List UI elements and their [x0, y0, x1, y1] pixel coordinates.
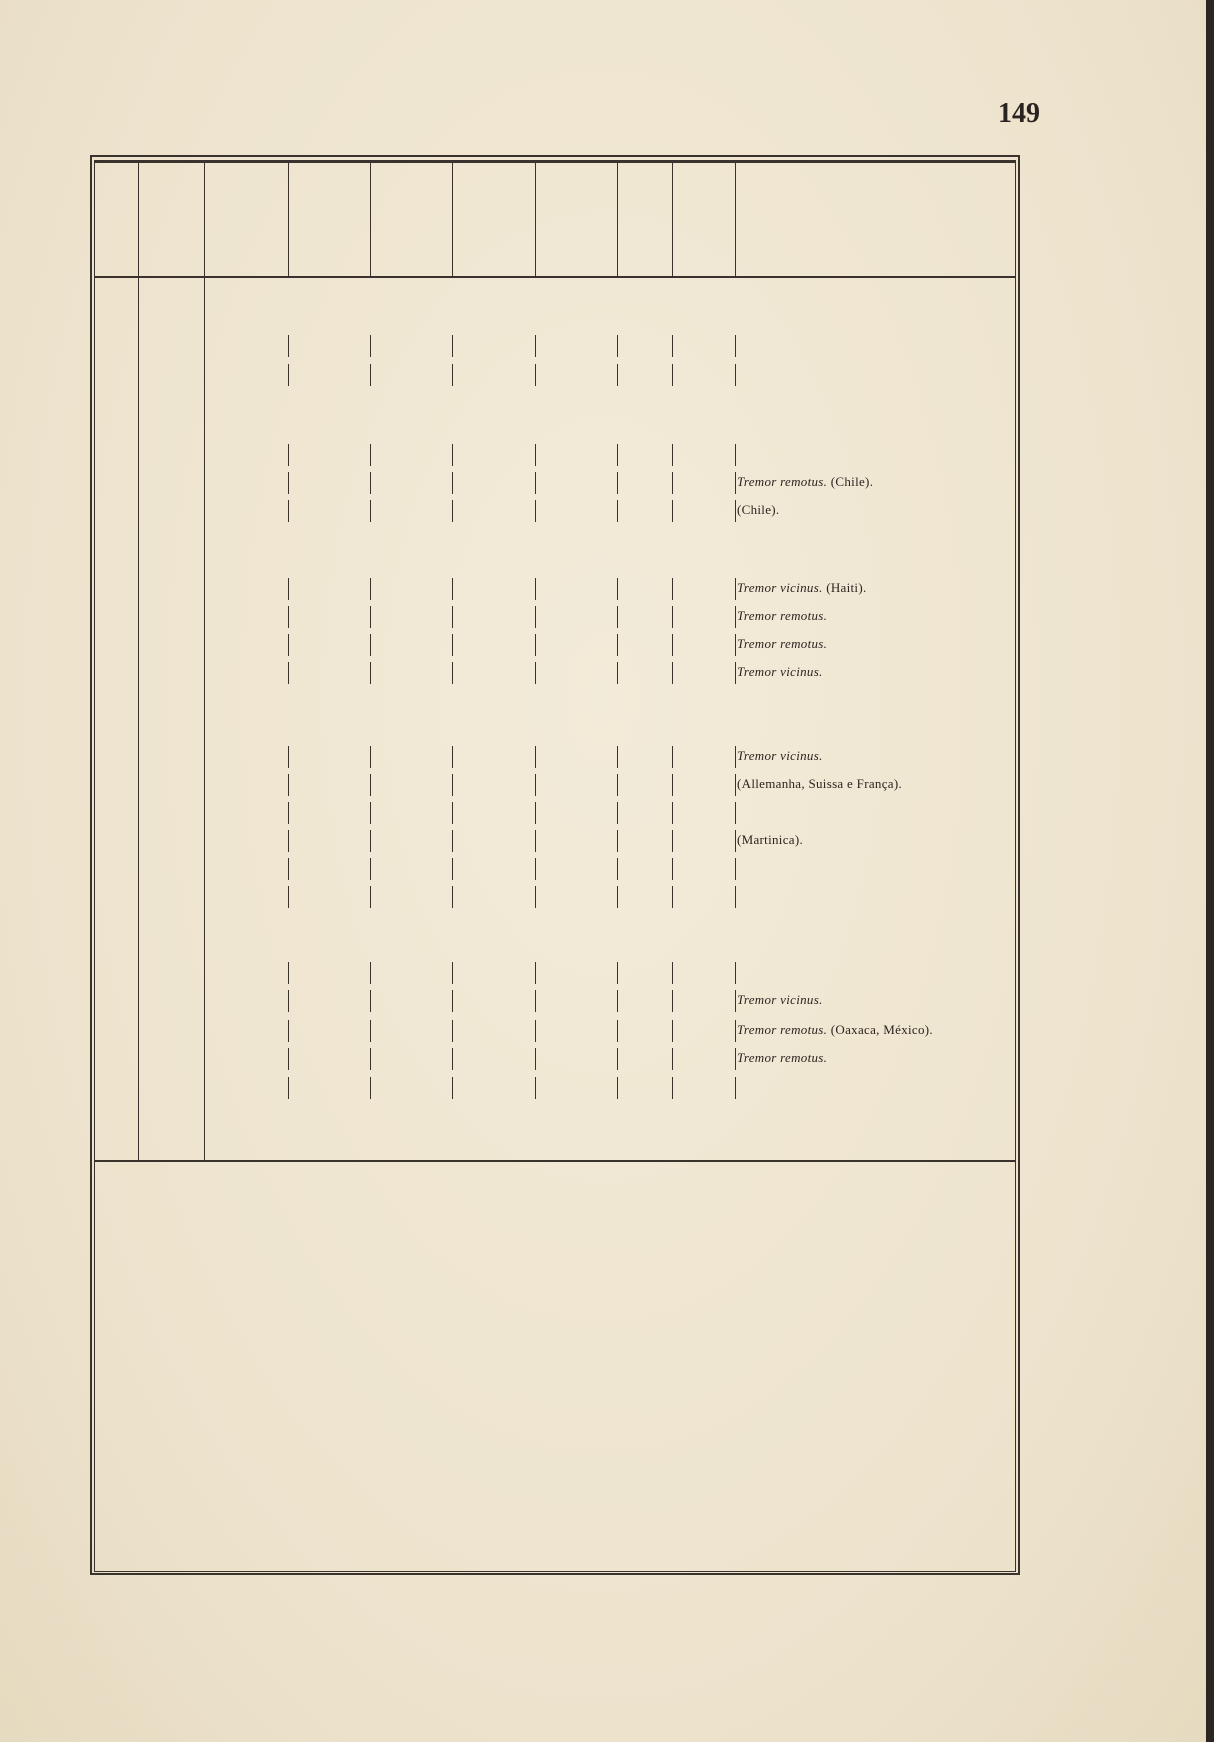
- note-location: (Chile).: [737, 502, 780, 517]
- note-classification: Tremor remotus.: [737, 1022, 828, 1037]
- cell-rule: [370, 858, 371, 880]
- cell-rule: [672, 990, 673, 1012]
- header-col-rule: [204, 160, 205, 276]
- cell-rule: [672, 500, 673, 522]
- cell-rule: [735, 335, 736, 357]
- cell-rule: [617, 830, 618, 852]
- cell-rule: [452, 578, 453, 600]
- cell-rule: [535, 830, 536, 852]
- cell-rule: [370, 962, 371, 984]
- cell-rule: [735, 802, 736, 824]
- cell-rule: [735, 500, 736, 522]
- cell-rule: [672, 746, 673, 768]
- cell-rule: [672, 886, 673, 908]
- cell-rule: [672, 962, 673, 984]
- cell-rule: [617, 962, 618, 984]
- cell-rule: [370, 472, 371, 494]
- note-classification: Tremor vicinus.: [737, 580, 823, 595]
- cell-rule: [535, 774, 536, 796]
- cell-rule: [672, 472, 673, 494]
- cell-rule: [535, 606, 536, 628]
- header-col-rule: [452, 160, 453, 276]
- notes-cell: [737, 776, 902, 792]
- note-location: (Martinica).: [737, 832, 804, 847]
- cell-rule: [735, 774, 736, 796]
- note-classification: Tremor vicinus.: [737, 664, 823, 679]
- header-col-rule: [672, 160, 673, 276]
- cell-rule: [288, 444, 289, 466]
- cell-rule: [452, 746, 453, 768]
- cell-rule: [672, 802, 673, 824]
- cell-rule: [617, 662, 618, 684]
- cell-rule: [617, 578, 618, 600]
- cell-rule: [288, 662, 289, 684]
- cell-rule: [735, 1020, 736, 1042]
- cell-rule: [672, 858, 673, 880]
- cell-rule: [288, 858, 289, 880]
- cell-rule: [288, 335, 289, 357]
- cell-rule: [672, 830, 673, 852]
- cell-rule: [288, 886, 289, 908]
- cell-rule: [672, 1048, 673, 1070]
- cell-rule: [535, 364, 536, 386]
- cell-rule: [288, 1020, 289, 1042]
- cell-rule: [535, 578, 536, 600]
- cell-rule: [370, 886, 371, 908]
- cell-rule: [452, 500, 453, 522]
- cell-rule: [288, 830, 289, 852]
- notes-cell: [737, 748, 823, 764]
- cell-rule: [535, 472, 536, 494]
- cell-rule: [452, 1020, 453, 1042]
- cell-rule: [288, 606, 289, 628]
- cell-rule: [535, 634, 536, 656]
- cell-rule: [370, 774, 371, 796]
- cell-rule: [288, 1048, 289, 1070]
- cell-rule: [735, 662, 736, 684]
- cell-rule: [672, 578, 673, 600]
- cell-rule: [535, 1077, 536, 1099]
- cell-rule: [288, 578, 289, 600]
- cell-rule: [452, 802, 453, 824]
- cell-rule: [288, 802, 289, 824]
- cell-rule: [452, 962, 453, 984]
- cell-rule: [735, 830, 736, 852]
- cell-rule: [735, 1077, 736, 1099]
- cell-rule: [535, 746, 536, 768]
- cell-rule: [370, 578, 371, 600]
- cell-rule: [672, 662, 673, 684]
- cell-rule: [617, 634, 618, 656]
- note-location: (Allemanha, Suissa e França).: [737, 776, 903, 791]
- cell-rule: [288, 990, 289, 1012]
- header-col-rule: [370, 160, 371, 276]
- cell-rule: [617, 886, 618, 908]
- cell-rule: [452, 472, 453, 494]
- note-classification: Tremor remotus.: [737, 608, 828, 623]
- cell-rule: [535, 1020, 536, 1042]
- cell-rule: [535, 662, 536, 684]
- cell-rule: [617, 1048, 618, 1070]
- cell-rule: [535, 962, 536, 984]
- cell-rule: [452, 634, 453, 656]
- cell-rule: [370, 746, 371, 768]
- cell-rule: [535, 1048, 536, 1070]
- cell-rule: [617, 500, 618, 522]
- cell-rule: [617, 1020, 618, 1042]
- cell-rule: [370, 1048, 371, 1070]
- cell-rule: [735, 886, 736, 908]
- cell-rule: [452, 364, 453, 386]
- cell-rule: [452, 858, 453, 880]
- cell-rule: [617, 335, 618, 357]
- cell-rule: [452, 774, 453, 796]
- cell-rule: [617, 606, 618, 628]
- cell-rule: [535, 802, 536, 824]
- cell-rule: [672, 1020, 673, 1042]
- cell-rule: [617, 444, 618, 466]
- cell-rule: [617, 472, 618, 494]
- table-bottom-rule: [94, 1160, 1016, 1162]
- cell-rule: [452, 990, 453, 1012]
- cell-rule: [735, 578, 736, 600]
- col-rule-n: [138, 160, 139, 1160]
- cell-rule: [370, 364, 371, 386]
- cell-rule: [452, 335, 453, 357]
- cell-rule: [735, 990, 736, 1012]
- cell-rule: [288, 634, 289, 656]
- col-rule-data: [204, 160, 205, 1160]
- cell-rule: [452, 662, 453, 684]
- notes-cell: [737, 992, 823, 1008]
- notes-cell: [737, 636, 827, 652]
- cell-rule: [370, 634, 371, 656]
- cell-rule: [617, 774, 618, 796]
- cell-rule: [617, 858, 618, 880]
- note-location: (Oaxaca, México).: [827, 1022, 933, 1037]
- cell-rule: [735, 962, 736, 984]
- cell-rule: [452, 1077, 453, 1099]
- cell-rule: [370, 1020, 371, 1042]
- cell-rule: [452, 606, 453, 628]
- cell-rule: [370, 662, 371, 684]
- note-classification: Tremor remotus.: [737, 1050, 828, 1065]
- cell-rule: [288, 500, 289, 522]
- notes-cell: [737, 664, 823, 680]
- cell-rule: [535, 335, 536, 357]
- note-classification: Tremor remotus.: [737, 474, 828, 489]
- notes-cell: [737, 502, 779, 518]
- cell-rule: [672, 1077, 673, 1099]
- notes-cell: [737, 608, 827, 624]
- cell-rule: [288, 774, 289, 796]
- notes-cell: [737, 832, 803, 848]
- cell-rule: [535, 886, 536, 908]
- note-classification: Tremor remotus.: [737, 636, 828, 651]
- cell-rule: [617, 746, 618, 768]
- cell-rule: [617, 364, 618, 386]
- cell-rule: [370, 990, 371, 1012]
- cell-rule: [735, 606, 736, 628]
- cell-rule: [617, 990, 618, 1012]
- note-classification: Tremor vicinus.: [737, 748, 823, 763]
- cell-rule: [617, 1077, 618, 1099]
- table-inner-frame: [94, 160, 1016, 1572]
- cell-rule: [370, 500, 371, 522]
- cell-rule: [288, 1077, 289, 1099]
- cell-rule: [370, 802, 371, 824]
- cell-rule: [370, 1077, 371, 1099]
- cell-rule: [672, 444, 673, 466]
- header-col-rule: [535, 160, 536, 276]
- cell-rule: [735, 858, 736, 880]
- cell-rule: [452, 830, 453, 852]
- header-col-rule: [288, 160, 289, 276]
- cell-rule: [288, 364, 289, 386]
- cell-rule: [452, 886, 453, 908]
- cell-rule: [617, 802, 618, 824]
- note-location: (Chile).: [827, 474, 874, 489]
- cell-rule: [735, 364, 736, 386]
- cell-rule: [535, 990, 536, 1012]
- cell-rule: [672, 335, 673, 357]
- cell-rule: [735, 1048, 736, 1070]
- header-col-rule: [617, 160, 618, 276]
- cell-rule: [735, 746, 736, 768]
- cell-rule: [735, 472, 736, 494]
- cell-rule: [370, 606, 371, 628]
- note-classification: Tremor vicinus.: [737, 992, 823, 1007]
- cell-rule: [735, 634, 736, 656]
- notes-cell: [737, 580, 867, 596]
- cell-rule: [288, 746, 289, 768]
- cell-rule: [735, 444, 736, 466]
- page-number: 149: [998, 98, 1040, 129]
- cell-rule: [288, 472, 289, 494]
- notes-cell: [737, 1050, 827, 1066]
- cell-rule: [672, 606, 673, 628]
- cell-rule: [535, 444, 536, 466]
- cell-rule: [288, 962, 289, 984]
- cell-rule: [672, 634, 673, 656]
- cell-rule: [672, 364, 673, 386]
- cell-rule: [370, 830, 371, 852]
- notes-cell: [737, 1022, 933, 1038]
- cell-rule: [370, 335, 371, 357]
- header-rule: [94, 276, 1016, 278]
- cell-rule: [452, 444, 453, 466]
- cell-rule: [370, 444, 371, 466]
- cell-rule: [535, 858, 536, 880]
- cell-rule: [535, 500, 536, 522]
- cell-rule: [672, 774, 673, 796]
- note-location: (Haiti).: [822, 580, 867, 595]
- cell-rule: [452, 1048, 453, 1070]
- header-col-rule: [735, 160, 736, 276]
- notes-cell: [737, 474, 873, 490]
